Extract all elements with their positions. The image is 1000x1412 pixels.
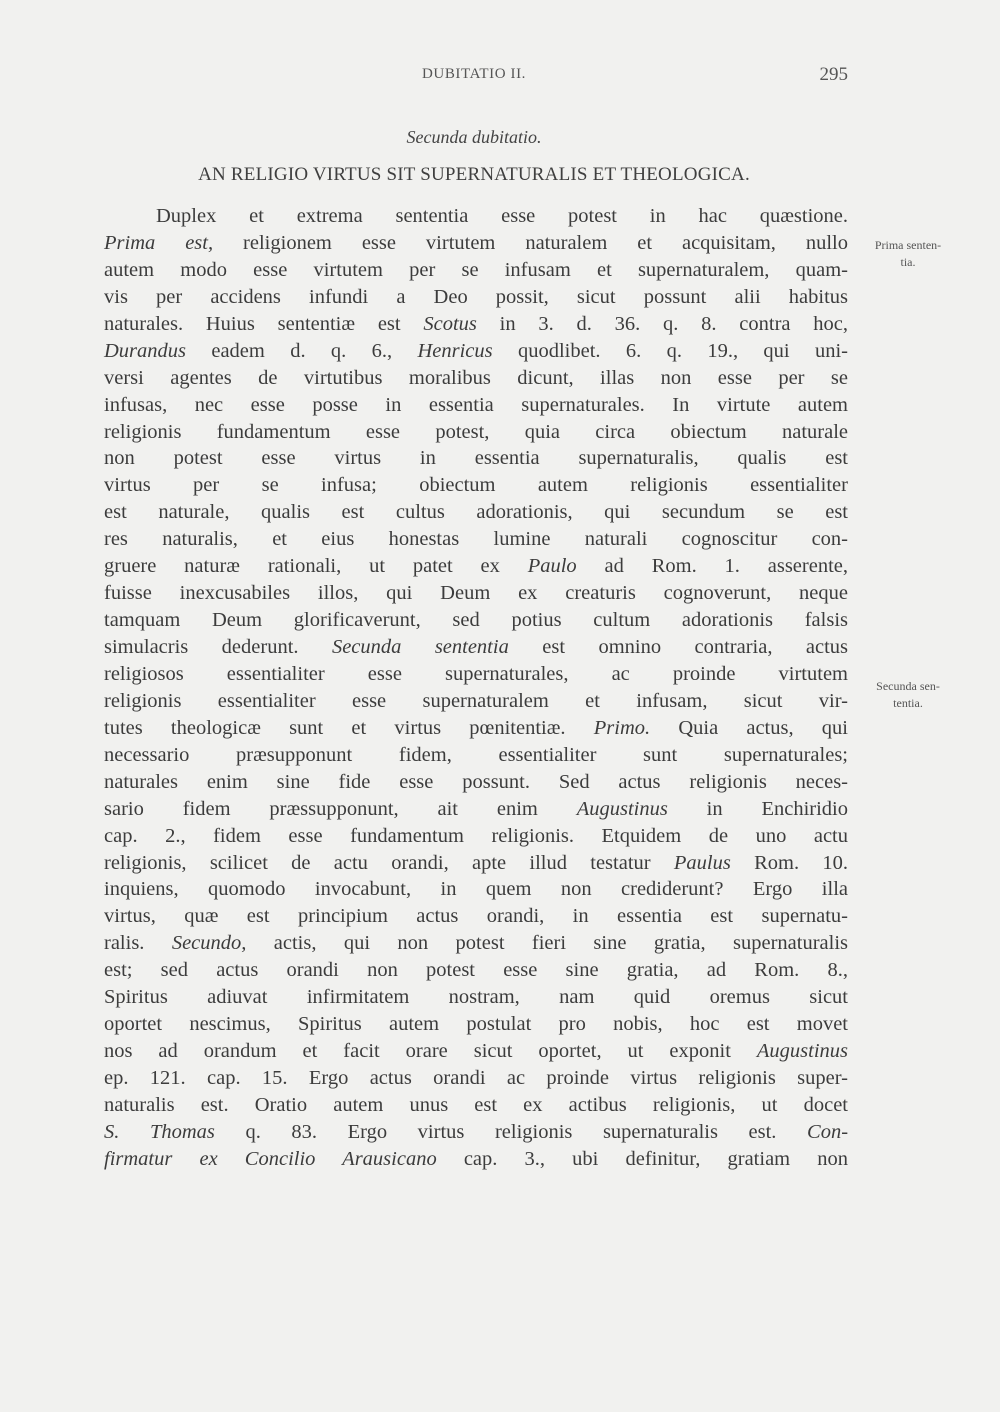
running-header	[100, 66, 848, 90]
text-segment: Spiritus adiuvat infirmitatem nostram, nam quid oremus sicut	[104, 986, 848, 1009]
text-segment: res naturalis, et eius honestas lumine naturali cognoscitur con-	[104, 528, 848, 551]
margin-note-line: Prima senten-	[874, 238, 942, 252]
text-segment: q. 83. Ergo virtus religionis supernaturalis est.	[214, 1120, 808, 1143]
text-segment: ad Rom. 1. asserente,	[576, 555, 848, 578]
text-segment: nos ad orandum et facit orare sicut oportet, ut exponit	[104, 1040, 757, 1063]
text-line	[104, 1011, 848, 1038]
text-segment: simulacris dederunt.	[104, 636, 332, 658]
text-segment: naturalis est. Oratio autem unus est ex actibus religionis, ut docet	[104, 1093, 848, 1116]
text-line	[104, 392, 848, 419]
italic-segment: Secunda sententia	[331, 636, 509, 658]
italic-segment: Paulus	[673, 851, 731, 874]
italic-segment: Paulo	[527, 555, 577, 578]
text-line	[104, 903, 848, 930]
section-question: AN RELIGIO VIRTUS SIT SUPERNATURALIS ET THEOLOGICA.	[198, 164, 750, 185]
text-line	[104, 311, 848, 338]
text-line	[104, 984, 848, 1011]
margin-note-secunda-sententia	[852, 678, 964, 712]
text-segment: inquiens, quomodo invocabunt, in quem non crediderunt? Ergo illa	[104, 878, 848, 901]
italic-segment: Augustinus	[756, 1040, 848, 1063]
text-line	[104, 284, 848, 311]
text-segment: eadem d. q. 6.,	[186, 339, 418, 362]
text-line	[104, 1092, 848, 1119]
text-line	[104, 661, 848, 688]
text-segment: in Enchiridio	[667, 797, 848, 820]
text-segment: religionis fundamentum esse potest, quia circa obiectum naturale	[104, 420, 848, 443]
text-segment: naturales. Huius sententiæ est	[104, 312, 424, 335]
text-line	[104, 688, 848, 715]
text-segment: versi agentes de virtutibus moralibus dicunt, illas non esse per se	[104, 366, 848, 389]
text-line	[104, 715, 848, 742]
italic-segment: Henricus	[417, 339, 493, 362]
margin-note-line: Secunda sen-	[876, 679, 940, 693]
text-line	[104, 472, 848, 499]
text-segment: est omnino contraria, actus	[508, 636, 849, 658]
text-line	[104, 850, 848, 877]
text-segment: religiosos essentialiter esse supernaturales, ac proinde virtutem	[104, 662, 848, 685]
text-segment: Rom. 10.	[730, 851, 848, 874]
page-number: 295	[819, 64, 848, 85]
italic-segment: Scotus	[423, 312, 477, 335]
italic-segment: Prima est,	[104, 231, 214, 254]
text-segment: ep. 121. cap. 15. Ergo actus orandi ac proinde virtus religionis super-	[104, 1067, 848, 1089]
text-line	[104, 365, 848, 392]
margin-note-line: tia.	[900, 255, 916, 269]
text-line	[104, 553, 848, 580]
text-segment: Duplex et extrema sententia esse potest in hac quæstione.	[156, 205, 848, 227]
text-line	[104, 580, 848, 607]
text-line	[104, 257, 848, 284]
italic-segment: Augustinus	[576, 797, 668, 820]
text-segment: actis, qui non potest fieri sine gratia, supernaturalis	[246, 932, 848, 955]
text-line	[104, 823, 848, 850]
text-segment: in 3. d. 36. q. 8. contra hoc,	[476, 312, 848, 335]
text-segment: est naturale, qualis est cultus adorationis, qui secundum se est	[104, 501, 848, 524]
italic-segment: S. Thomas	[104, 1120, 215, 1143]
text-line	[104, 930, 848, 957]
text-line	[104, 607, 848, 634]
text-line	[104, 1146, 848, 1173]
text-line	[104, 1065, 848, 1092]
text-segment: necessario præsupponunt fidem, essentialiter sunt supernaturales;	[104, 743, 848, 766]
text-segment: sario fidem præssupponunt, ait enim	[104, 797, 577, 820]
text-line	[104, 796, 848, 823]
text-line	[104, 338, 848, 365]
text-segment: ralis.	[104, 932, 172, 955]
text-segment: infusas, nec esse posse in essentia supernaturales. In virtute autem	[104, 393, 848, 416]
text-segment: tamquam Deum glorificaverunt, sed potius cultum adorationis falsis	[104, 609, 848, 632]
text-segment: virtus, quæ est principium actus orandi, in essentia est supernatu-	[104, 905, 848, 928]
text-line	[104, 957, 848, 984]
text-segment: vis per accidens infundi a Deo possit, sicut possunt alii habitus	[104, 285, 848, 308]
text-line	[104, 1119, 848, 1146]
text-segment: autem modo esse virtutem per se infusam et supernaturalem, quam-	[104, 258, 848, 281]
italic-segment: Con-	[807, 1120, 849, 1143]
text-segment: oportet nescimus, Spiritus autem postulat pro nobis, hoc est movet	[104, 1013, 848, 1036]
text-segment: religionis, scilicet de actu orandi, apte illud testatur	[104, 851, 674, 874]
text-segment: naturales enim sine fide esse possunt. Sed actus religionis neces-	[104, 770, 848, 793]
text-segment: tutes theologicæ sunt et virtus pœnitentiæ.	[104, 716, 594, 739]
text-line	[104, 203, 848, 230]
text-segment: virtus per se infusa; obiectum autem religionis essentialiter	[104, 474, 848, 497]
text-segment: religionis essentialiter esse supernaturalem et infusam, sicut vir-	[104, 689, 848, 712]
text-segment: fuisse inexcusabiles illos, qui Deum ex creaturis cognoverunt, neque	[104, 582, 848, 605]
italic-segment: firmatur ex Concilio Arausicano	[104, 1147, 437, 1170]
italic-segment: Primo.	[593, 716, 651, 739]
text-line	[104, 634, 848, 661]
running-title: DUBITATIO II.	[421, 66, 527, 82]
text-segment: Quia actus, qui	[650, 716, 848, 739]
text-line	[104, 526, 848, 553]
text-line	[104, 876, 848, 903]
text-line	[104, 230, 848, 257]
italic-segment: Durandus	[104, 339, 187, 362]
text-line	[104, 742, 848, 769]
margin-note-line: tentia.	[893, 696, 923, 710]
italic-segment: Secundo,	[171, 932, 247, 955]
text-line	[104, 769, 848, 796]
text-line	[104, 499, 848, 526]
text-line	[104, 419, 848, 446]
text-segment: cap. 2., fidem esse fundamentum religionis. Etquidem de uno actu	[104, 824, 848, 847]
section-title: Secunda dubitatio.	[406, 127, 542, 147]
margin-note-prima-sententia	[852, 237, 964, 271]
text-segment: cap. 3., ubi definitur, gratiam non	[436, 1147, 848, 1170]
text-line	[104, 1038, 848, 1065]
text-segment: non potest esse virtus in essentia supernaturalis, qualis est	[104, 447, 848, 470]
body-text	[104, 203, 848, 1173]
text-segment: quodlibet. 6. q. 19., qui uni-	[492, 339, 848, 362]
text-line	[104, 445, 848, 472]
text-segment: est; sed actus orandi non potest esse sine gratia, ad Rom. 8.,	[104, 959, 848, 982]
text-segment: gruere naturæ rationali, ut patet ex	[104, 555, 528, 578]
text-segment: religionem esse virtutem naturalem et acquisitam, nullo	[213, 231, 848, 254]
